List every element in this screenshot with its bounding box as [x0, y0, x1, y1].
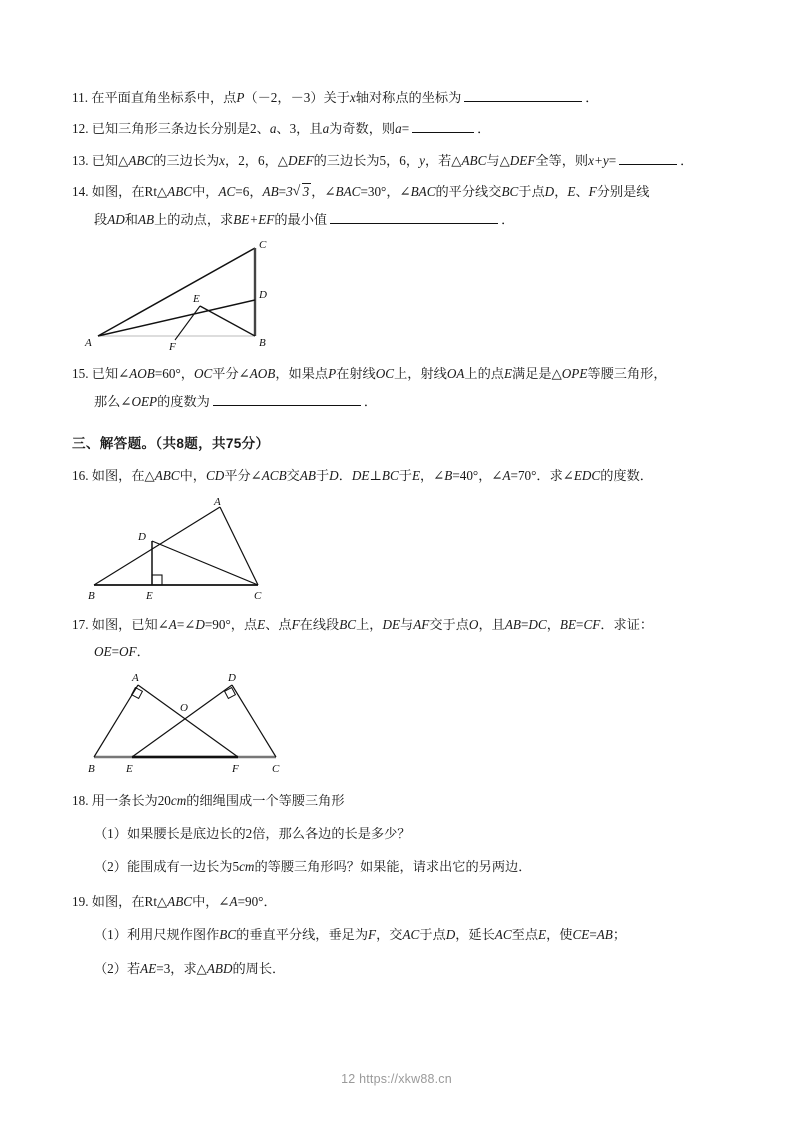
question-16-acb: ACB [261, 468, 287, 484]
question-14-text-9: ， [554, 184, 568, 200]
question-13-text-8: = [608, 152, 617, 168]
question-19-sub-1-text-3: ，交 [376, 927, 403, 943]
question-15-oc-2: OC [375, 366, 395, 382]
question-12-number: 12. [72, 121, 89, 137]
question-19-number: 19. [72, 893, 89, 909]
question-14-ab: AB [262, 184, 279, 200]
figure-14-svg [80, 236, 330, 352]
question-18-sub-2-unit: cm [239, 859, 255, 875]
question-13-period: ． [680, 152, 694, 168]
question-17-ab: AB [504, 616, 521, 632]
question-13-var-x: x [219, 152, 226, 168]
question-19-sub-2-text-3: 的周长． [232, 960, 286, 976]
question-16-cd: CD [205, 468, 225, 484]
question-16 [72, 466, 732, 486]
question-17-be: BE [559, 616, 577, 632]
question-16-text-9: ，∠ [420, 468, 445, 484]
question-19-f: F [368, 927, 377, 943]
question-15-text-5: 在射线 [336, 366, 376, 382]
question-18-sub-2-label: （2） [94, 859, 127, 875]
question-18-sub-2-text-2: 的等腰三角形吗？如果能，请求出它的另两边． [254, 859, 532, 875]
question-12-text-1: 已知三角形三条边长分别是2、 [91, 121, 270, 137]
question-17-text-10: = [520, 616, 529, 632]
segment-eb [200, 306, 255, 336]
question-18-unit: cm [170, 792, 187, 808]
question-12-line [72, 119, 732, 139]
question-14-line-2 [72, 210, 732, 230]
question-12-var-a1: a [269, 121, 277, 137]
question-14-e: E [567, 184, 576, 200]
question-17-text-8: 交于点 [429, 616, 469, 632]
question-12-period: ． [477, 121, 491, 137]
question-19-line [72, 892, 732, 912]
question-19-sub-1-text-1: 利用尺规作图作 [126, 927, 220, 943]
figure-17-label-o: O [180, 701, 188, 714]
question-19-sub-2 [72, 959, 732, 979]
question-18-text-2: 的细绳围成一个等腰三角形 [186, 792, 345, 808]
question-14-radicand: 3 [302, 184, 310, 200]
figure-14-label-a: A [85, 337, 92, 350]
question-15-oc-1: OC [193, 366, 213, 382]
question-16-edc: EDC [573, 468, 601, 484]
question-16-text-8: 于 [398, 468, 412, 484]
question-16-text-11: =70°．求∠ [510, 468, 574, 484]
segment-de [132, 685, 232, 757]
question-19-sub-1-text-4: 于点 [419, 927, 446, 943]
question-15-text-1: 已知∠ [91, 366, 130, 382]
question-16-text-1: 如图，在△ [91, 468, 155, 484]
figure-17-label-c: C [272, 762, 280, 775]
question-16-text-4: 交 [286, 468, 300, 484]
figure-14-label-b: B [259, 337, 266, 350]
question-14-line-1 [72, 182, 732, 202]
question-14-text-5: ，∠ [311, 184, 336, 200]
question-11 [72, 88, 732, 108]
question-14-ab-2: AB [137, 211, 155, 227]
question-18-sub-1-text: 如果腰长是底边长的2倍，那么各边的长是多少？ [126, 825, 411, 841]
question-16-angle-b: B [444, 468, 453, 484]
question-18-sub-2 [72, 857, 732, 877]
question-15-answer-blank[interactable] [213, 392, 361, 406]
question-17-period: ． [136, 644, 150, 660]
question-16-text-7: ⊥ [369, 468, 382, 484]
question-14-text-11: 分别是线 [596, 184, 650, 200]
question-17-point-e: E [257, 616, 266, 632]
question-15 [72, 364, 732, 412]
question-17-text-6: 上， [356, 616, 383, 632]
figure-16-svg [80, 493, 330, 603]
question-18-sub-2-text-1: 能围成有一边长为5 [126, 859, 240, 875]
question-11-text-3: 轴对称点的坐标为 [355, 90, 462, 105]
question-16-e: E [411, 468, 420, 484]
question-14-l2-text-3: 上的动点，求 [154, 211, 234, 227]
question-17-text-7: 与 [400, 616, 414, 632]
question-14-text-4: = [278, 184, 287, 200]
question-17-af: AF [413, 616, 430, 632]
question-16-text-12: 的度数． [600, 468, 653, 484]
question-19-d: D [445, 927, 456, 943]
question-15-e: E [503, 366, 513, 382]
question-12-text-4: = [401, 121, 410, 137]
page-content [72, 88, 732, 990]
question-15-oa: OA [446, 366, 465, 382]
question-19 [72, 892, 732, 979]
question-11-period: ． [585, 90, 599, 105]
question-15-text-2: =60°， [154, 366, 194, 382]
question-19-e: E [538, 927, 547, 943]
question-12-text-3: 为奇数，则 [329, 121, 396, 137]
question-13-var-y: y [419, 152, 425, 168]
question-14-l2-text-1: 段 [94, 211, 108, 227]
question-16-text-3: 平分∠ [224, 468, 262, 484]
question-17-text-1: 如图，已知∠ [91, 616, 169, 632]
question-11-var-x: x [349, 90, 356, 105]
figure-16-label-b: B [88, 589, 95, 602]
question-15-text-7: 上的点 [464, 366, 504, 382]
question-13-def-1: DEF [287, 152, 314, 168]
question-14-sqrt-coefficient: 3 [286, 184, 293, 200]
question-17-number: 17. [72, 616, 89, 632]
question-15-period: ． [363, 393, 378, 409]
segment-ba [94, 507, 220, 585]
question-14-text-6: =30°，∠ [360, 184, 411, 200]
figure-question-14 [72, 236, 732, 352]
question-17-de: DE [382, 616, 401, 632]
question-14-bc: BC [501, 184, 519, 200]
question-15-line-2 [72, 392, 732, 412]
question-16-bc: BC [381, 468, 399, 484]
figure-14-label-e: E [193, 293, 200, 306]
segment-af [138, 685, 238, 757]
question-16-ab: AB [299, 468, 316, 484]
question-19-sub-1-text-5: ，延长 [455, 927, 495, 943]
question-14-answer-blank[interactable] [330, 210, 498, 224]
question-17-bc: BC [339, 616, 357, 632]
question-15-point-p: P [328, 366, 337, 382]
question-15-number: 15. [72, 366, 89, 382]
question-19-text-2: 中，∠ [192, 893, 230, 909]
question-13-text-1: 已知△ [91, 152, 129, 168]
figure-16-label-d: D [138, 530, 146, 543]
question-14-ac: AC [218, 184, 236, 200]
figure-14-label-c: C [259, 239, 267, 252]
sqrt-icon [293, 182, 312, 202]
figure-17-svg [80, 669, 330, 777]
question-14-text-8: 于点 [518, 184, 545, 200]
figure-14-label-f: F [169, 341, 176, 353]
question-19-sub-1-label: （1） [94, 927, 127, 943]
figure-17-label-e: E [126, 762, 133, 775]
question-17-line-2 [72, 642, 732, 662]
question-13-text-7: 全等，则 [535, 152, 589, 168]
question-13-xy: x+y [588, 152, 609, 168]
question-14 [72, 182, 732, 230]
segment-ad [98, 300, 255, 336]
question-17-dc: DC [528, 616, 547, 632]
question-15-aob-1: AOB [129, 366, 155, 382]
segment-ac [220, 507, 258, 585]
question-15-text-9: 等腰三角形， [587, 366, 667, 382]
question-19-text-3: =90°． [237, 893, 277, 909]
question-14-period: ． [501, 211, 515, 227]
question-19-ac-2: AC [494, 927, 512, 943]
question-13-abc-1: ABC [128, 152, 154, 168]
question-19-abc: ABC [167, 893, 193, 909]
question-19-angle-a: A [229, 893, 238, 909]
question-14-text-2: 中， [192, 184, 219, 200]
figure-17-label-f: F [232, 762, 239, 775]
question-17-angle-d: D [195, 616, 205, 632]
question-17-angle-a: A [168, 616, 177, 632]
section-heading-answer-questions: 三、解答题。（共8题，共75分） [72, 436, 270, 452]
question-16-text-2: 中， [179, 468, 206, 484]
question-14-ad: AD [107, 211, 125, 227]
question-14-abc: ABC [167, 184, 193, 200]
question-15-l2-text-2: 的度数为 [157, 393, 210, 409]
question-16-angle-a: A [502, 468, 511, 484]
question-19-text-1: 如图，在Rt△ [91, 893, 168, 909]
question-19-sub-2-text-1: 若 [126, 960, 141, 976]
question-17-text-9: ，且 [478, 616, 505, 632]
question-19-sub-2-text-2: =3，求△ [156, 960, 207, 976]
question-17-equals: = [111, 644, 120, 660]
question-18 [72, 791, 732, 878]
question-19-sub-1-text-6: 至点 [511, 927, 539, 943]
question-13-answer-blank[interactable] [619, 151, 677, 165]
figure-16-label-e: E [146, 589, 153, 602]
question-17-oe: OE [94, 644, 112, 660]
question-14-l2-text-2: 和 [124, 211, 138, 227]
question-19-ab: AB [596, 927, 613, 943]
question-11-number: 11. [72, 90, 88, 105]
question-19-sub-1-text-8: = [589, 927, 597, 943]
question-17-text-2: =∠ [176, 616, 196, 632]
question-19-ce: CE [572, 927, 590, 943]
figure-14-label-d: D [259, 289, 267, 302]
question-17-text-5: 在线段 [299, 616, 340, 632]
question-18-text-1: 用一条长为20 [91, 792, 171, 808]
figure-question-16 [72, 493, 732, 603]
question-19-sub-1-text-2: 的垂直平分线，垂足为 [236, 927, 369, 943]
question-15-text-6: 上，射线 [394, 366, 447, 382]
question-14-number: 14. [72, 184, 89, 200]
figure-16-label-a: A [214, 495, 221, 508]
figure-16-label-c: C [254, 589, 262, 602]
question-17-text-3: =90°，点 [204, 616, 258, 632]
question-14-text-1: 如图，在Rt△ [91, 184, 168, 200]
right-angle-marker-icon [152, 575, 162, 585]
question-14-f: F [588, 184, 597, 200]
question-13-text-2: 的三边长为 [153, 152, 220, 168]
question-12-text-2: 、3，且 [276, 121, 323, 137]
question-19-ae: AE [140, 960, 157, 976]
question-15-line-1 [72, 364, 732, 384]
question-12-var-a2: a [322, 121, 330, 137]
question-11-text-1: 在平面直角坐标系中，点 [91, 90, 237, 105]
figure-17-label-d: D [228, 671, 236, 684]
question-16-text-6: ． [338, 468, 352, 484]
segment-cd [232, 685, 276, 757]
question-17-text-11: ， [546, 616, 560, 632]
question-14-text-10: 、 [575, 184, 589, 200]
question-14-text-7: 的平分线交 [435, 184, 502, 200]
question-14-d: D [544, 184, 555, 200]
question-17-text-12: = [576, 616, 584, 632]
question-13-text-3: ，2，6，△ [225, 152, 288, 168]
question-13-abc-2: ABC [461, 152, 487, 168]
question-16-text-10: =40°，∠ [452, 468, 503, 484]
segment-ef [175, 306, 200, 340]
question-13-text-5: ，若△ [424, 152, 462, 168]
page-footer: 12 https://xkw88.cn [341, 1072, 452, 1086]
question-12-answer-blank[interactable] [412, 119, 474, 133]
question-15-l2-text-1: 那么∠ [94, 393, 132, 409]
question-11-answer-blank[interactable] [464, 88, 582, 102]
question-17-cf: CF [583, 616, 601, 632]
question-13 [72, 151, 732, 171]
question-19-sub-1-text-9: ； [612, 927, 627, 943]
question-19-ac-1: AC [402, 927, 420, 943]
question-11-text-2: （－2，－3）关于 [244, 90, 350, 105]
question-18-number: 18. [72, 792, 89, 808]
segment-ba [94, 685, 138, 757]
question-11-line [72, 88, 732, 108]
question-13-line [72, 151, 732, 171]
question-17 [72, 615, 732, 663]
question-13-number: 13. [72, 152, 89, 168]
question-17-point-f: F [291, 616, 300, 632]
question-13-def-2: DEF [509, 152, 536, 168]
question-16-number: 16. [72, 468, 89, 484]
question-15-text-3: 平分∠ [212, 366, 250, 382]
question-13-text-6: 与△ [486, 152, 510, 168]
question-15-text-4: ，如果点 [275, 366, 329, 382]
question-12 [72, 119, 732, 139]
question-16-d: D [329, 468, 339, 484]
question-14-text-3: =6， [235, 184, 263, 200]
question-14-l2-text-4: 的最小值 [274, 211, 328, 227]
question-17-of: OF [119, 644, 137, 660]
question-11-var-p: P [236, 90, 245, 105]
figure-question-17 [72, 669, 732, 777]
question-19-abd: ABD [206, 960, 233, 976]
question-12-var-a3: a [395, 121, 402, 137]
question-16-abc: ABC [154, 468, 180, 484]
question-17-text-13: ．求证： [600, 616, 654, 632]
question-15-ope: OPE [561, 366, 588, 382]
question-14-bac-1: BAC [335, 184, 361, 200]
question-19-sub-1 [72, 925, 732, 945]
question-19-bc: BC [219, 927, 237, 943]
question-18-sub-1-label: （1） [94, 825, 127, 841]
question-15-aob-2: AOB [249, 366, 276, 382]
question-15-oep: OEP [131, 393, 158, 409]
question-14-be-ef: BE+EF [233, 211, 275, 227]
question-19-sub-2-label: （2） [94, 960, 127, 976]
question-14-bac-2: BAC [410, 184, 436, 200]
question-18-line [72, 791, 732, 811]
question-17-line-1 [72, 615, 732, 635]
figure-17-label-b: B [88, 762, 95, 775]
question-18-sub-1 [72, 824, 732, 844]
question-16-de: DE [351, 468, 370, 484]
figure-17-label-a: A [132, 671, 139, 684]
question-17-text-4: 、点 [265, 616, 292, 632]
segment-dc [152, 541, 258, 585]
question-13-text-4: 的三边长为5，6， [313, 152, 420, 168]
question-15-text-8: 满足是△ [512, 366, 562, 382]
question-17-point-o: O [468, 616, 479, 632]
question-16-text-5: 于 [315, 468, 330, 484]
question-16-line [72, 466, 732, 486]
question-19-sub-1-text-7: ，使 [546, 927, 573, 943]
